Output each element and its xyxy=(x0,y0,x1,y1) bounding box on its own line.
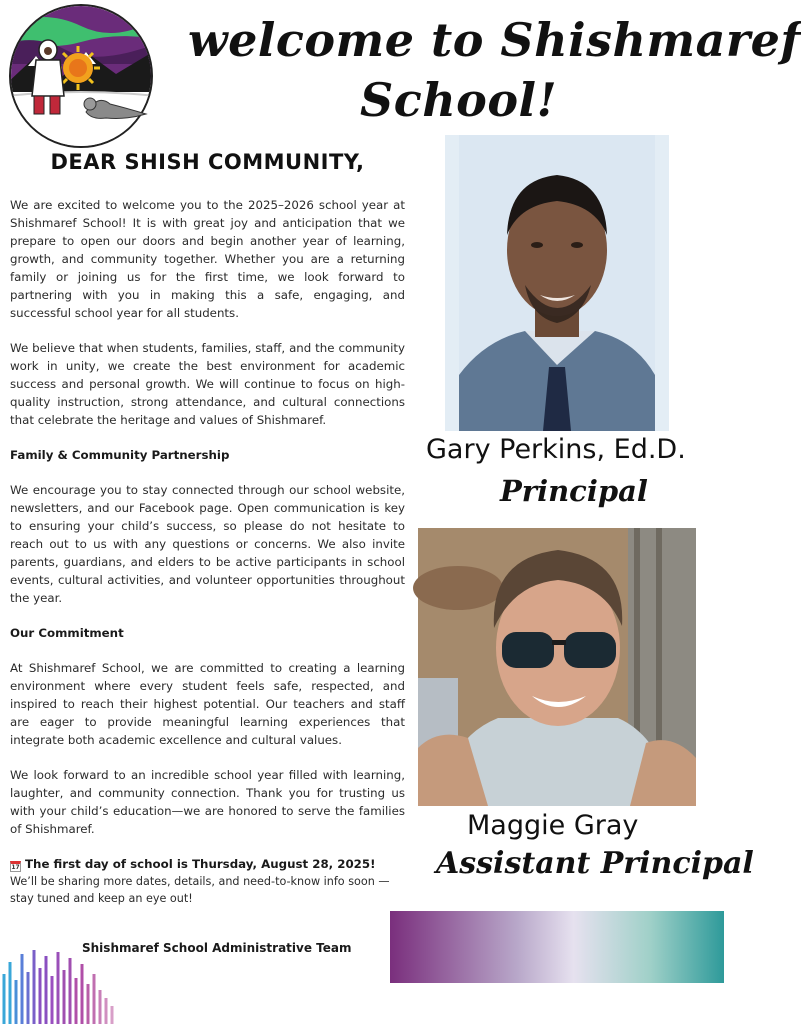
letter-body xyxy=(10,196,405,907)
aurora-decoration-icon xyxy=(0,944,118,1024)
letter-signoff: Shishmaref School Administrative Team xyxy=(82,941,352,955)
assistant-principal-photo xyxy=(418,528,696,806)
letter-paragraph-unity: We believe that when students, families, staff, and the community work in unity, we create the best environment for academic success and personal growth. We will continue to focus on high-quality instruction, strong attendance, and cultural connections that celebrate the heritage and values of Shishmaref. xyxy=(10,341,405,427)
letter-paragraph-welcome: We are excited to welcome you to the 2025–2026 school year at Shishmaref School! It is with great joy and anticipation that we prepare to open our doors and begin another year of learning, growth, and community together. Whether you are a returning family or joining us for the first time, we look forward to partnering with you in making this a safe, engaging, and successful school year for all students. xyxy=(10,198,405,320)
letter-paragraph-partnership: We encourage you to stay connected through our school website, newsletters, and our Facebook page. Open communication is key to ensuring your child’s success, so please do not hesitate to reach out to us with any questions or concerns. We also invite parents, guardians, and elders to be active participants in school events, cultural activities, and volunteer opportunities throughout the year. xyxy=(10,483,405,605)
letter-greeting: DEAR SHISH COMMUNITY, xyxy=(50,150,365,174)
letter-paragraph-closing: We look forward to an incredible school year filled with learning, laughter, and community connection. Thank you for trusting us with your child’s education—we are honored to serve the families of Shishmaref. xyxy=(10,768,405,836)
principal-role: Principal xyxy=(500,474,648,508)
principal-photo xyxy=(445,135,669,431)
gradient-banner xyxy=(390,911,724,983)
assistant-principal-name: Maggie Gray xyxy=(467,810,639,841)
first-day-announcement xyxy=(10,855,405,907)
section-heading-commitment: Our Commitment xyxy=(10,626,124,640)
letter-paragraph-commitment: At Shishmaref School, we are committed to creating a learning environment where every student feels safe, respected, and inspired to reach their highest potential. Our teachers and staff are eager to provide meaningful learning experiences that integrate both academic excellence and cultural values. xyxy=(10,661,405,747)
principal-name: Gary Perkins, Ed.D. xyxy=(426,434,686,465)
announcement-body: We’ll be sharing more dates, details, and need-to-know info soon — stay tuned and keep an eye out! xyxy=(10,875,390,905)
calendar-icon: 17 xyxy=(10,861,21,872)
page-title-line-1: welcome to Shishmaref xyxy=(188,13,801,67)
page-title-line-2: School! xyxy=(360,73,558,127)
school-logo xyxy=(6,4,156,148)
announcement-title: The first day of school is Thursday, August 28, 2025! xyxy=(25,857,376,871)
section-heading-partnership: Family & Community Partnership xyxy=(10,448,230,462)
assistant-principal-role: Assistant Principal xyxy=(436,846,754,881)
